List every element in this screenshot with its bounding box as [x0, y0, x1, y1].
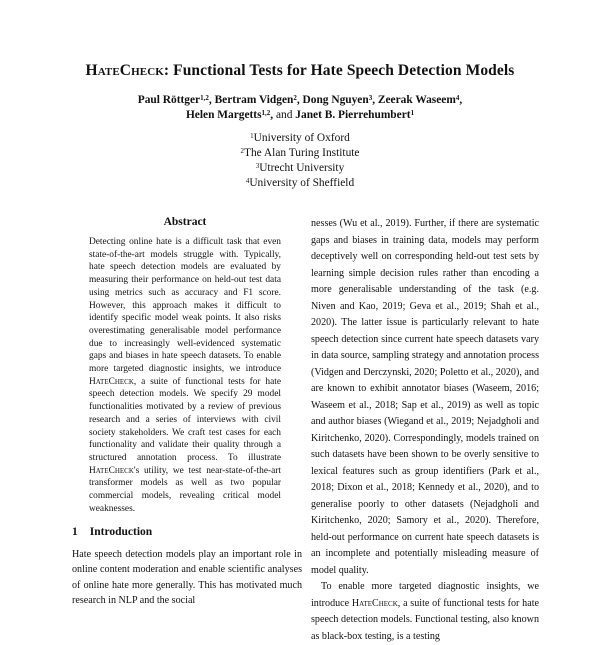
abstract-text: Detecting online hate is a difficult task that even state-of-the-art models struggle with. Typically, hate speech detection models are evaluated by measuring their performance on held-out test data using metrics such as accuracy and F1 score. However, this approach makes it difficult to identify specific model weak points. It also risks overestimating generalisable model performance due to increasingly well-evidenced systematic gaps and biases in hate speech datasets. To enable more targeted diagnostic insights, we introduce HateCheck, a suite of functional tests for hate speech detection models. We specify 29 model functionalities motivated by a review of previous research and a series of interviews with civil society stakeholders. We craft test cases for each functionality and validate their quality through a structured annotation process. To illustrate HateCheck's utility, we test near-state-of-the-art transformer models as well as two popular commercial models, revealing critical model weaknesses.	[89, 237, 281, 514]
affiliation	[0, 131, 600, 146]
author-name: Paul Röttger	[137, 94, 201, 106]
right-column	[311, 216, 539, 645]
section-number: 1	[72, 526, 78, 538]
affiliation-sup: 1	[250, 132, 254, 140]
section-heading	[72, 526, 152, 538]
intro-left-paragraph: Hate speech detection models play an important role in online content moderation and enable scientific analyses of online hate more generally. This has motivated much research in NLP and the social	[72, 549, 302, 606]
affiliation-list	[0, 131, 600, 191]
author-name: Helen Margetts	[185, 109, 262, 121]
author-affil-sup: 1	[410, 109, 415, 117]
affiliation	[0, 161, 600, 176]
author-list	[0, 93, 600, 123]
author-conjunction: and	[275, 109, 293, 121]
abstract-heading: Abstract	[163, 216, 207, 228]
section-title: Introduction	[89, 526, 153, 538]
author-name: Janet B. Pierrehumbert	[295, 109, 411, 121]
affiliation-sup: 2	[240, 147, 244, 155]
author-line-2: Helen Margetts$^{1,2}$, and Janet B. Pierrehumbert$^1$	[185, 109, 415, 121]
affiliation-sup: 3	[255, 162, 260, 170]
author-affil-sup: 3	[368, 94, 373, 102]
author-affil-sup: 1,2	[200, 94, 209, 102]
affiliation-name: University of Oxford	[253, 132, 350, 144]
affiliation-sup: 4	[245, 177, 250, 185]
author-affil-sup: 1,2	[261, 109, 271, 117]
author-affil-sup: 2	[293, 94, 297, 102]
author-line-1: Paul Röttger$^{1,2}$, Bertram Vidgen$^2$, Dong Nguyen$^3$, Zeerak Waseem$^4$,	[137, 94, 463, 106]
intro-right-paragraph-1: nesses (Wu et al., 2019). Further, if there are systematic gaps and biases in training data, models may perform deceptively well on corresponding held-out test sets by learning simple decision rules rather than encoding a more generalisable understanding of the task (e.g. Niven and Kao, 2019; Geva et al., 2019; Shah et al., 2020). The latter issue is particularly relevant to hate speech detection since current hate speech datasets vary in data source, sampling strategy and annotation process (Vidgen and Derczynski, 2020; Poletto et al., 2020), and are known to exhibit annotator biases (Waseem, 2016; Waseem et al., 2018; Sap et al., 2019) as well as topic and author biases (Wiegand et al., 2019; Nejadgholi and Kiritchenko, 2020). Correspondingly, models trained on such datasets have been shown to be overly sensitive to lexical features such as group identifiers (Park et al., 2018; Dixon et al., 2018; Kennedy et al., 2020), and to generalise poorly to other datasets (Nejadgholi and Kiritchenko, 2020; Samory et al., 2020). Therefore, held-out performance on current hate speech datasets is an incomplete and potentially misleading measure of model quality.	[311, 218, 539, 576]
affiliation	[0, 146, 600, 161]
affiliation-name: Utrecht University	[259, 162, 345, 174]
author-name: Bertram Vidgen	[214, 94, 294, 106]
author-name: Dong Nguyen	[302, 94, 369, 106]
author-affil-sup: 4	[455, 94, 460, 102]
affiliation-name: The Alan Turing Institute	[244, 147, 360, 159]
paper-title: HateCheck: Functional Tests for Hate Speech Detection Models	[85, 62, 515, 79]
author-name: Zeerak Waseem	[377, 94, 456, 106]
intro-right-paragraph-2: To enable more targeted diagnostic insights, we introduce HateCheck, a suite of functional tests for hate speech detection models. Functional testing, also known as black-box testing, is a testing	[311, 581, 539, 642]
affiliation-name: University of Sheffield	[249, 177, 355, 189]
affiliation	[0, 176, 600, 191]
